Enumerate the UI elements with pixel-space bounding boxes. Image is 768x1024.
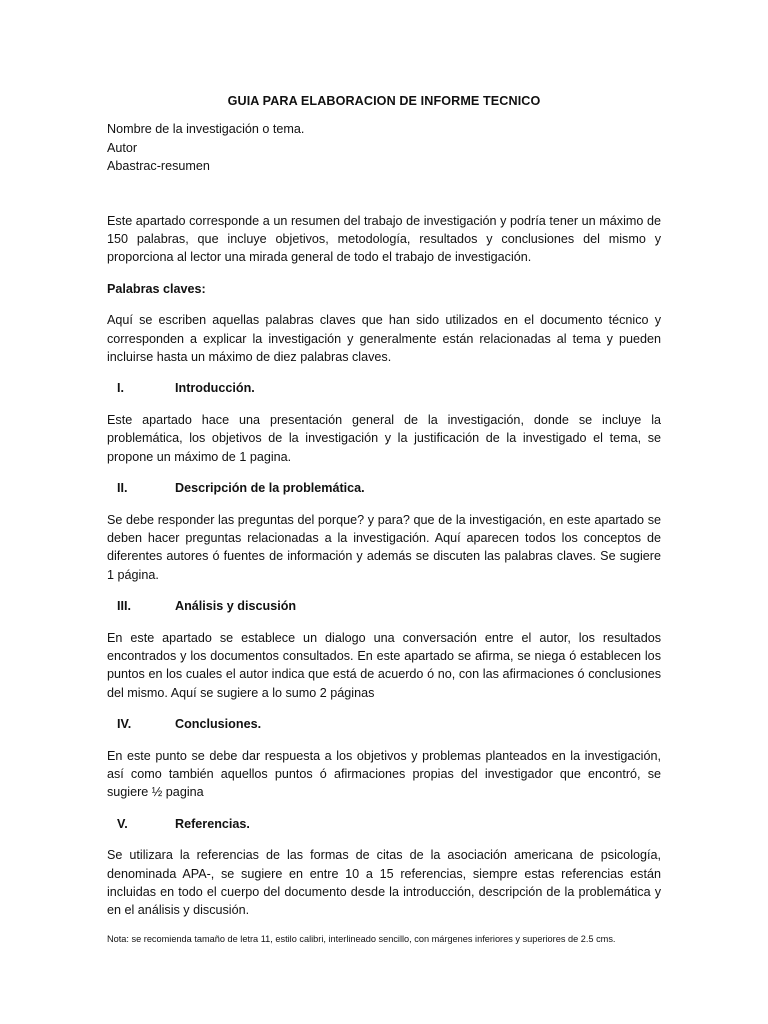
section-body-problem: Se debe responder las preguntas del porque? y para? que de la investigación, en este apartado se deben hacer preguntas relacionadas a la investigación. Aquí aparecen todos los conceptos de diferentes autores ó fuentes de información y además se discuten las palabras claves. Se sugiere 1 página. xyxy=(107,512,661,582)
section-number: III. xyxy=(117,599,131,614)
section-body-introduction: Este apartado hace una presentación general de la investigación, donde se incluye la problemática, los objetivos de la investigación y la justificación de la investigado el tema, se propone un máximo de 1 pagina. xyxy=(107,412,661,464)
section-title: Conclusiones. xyxy=(175,717,262,732)
section-body-references: Se utilizara la referencias de las formas de citas de la asociación americana de psicología, denominada APA-, se sugiere en entre 10 a 15 referencias, siempre estas referencias están incluidas en todo el cuerpo del documento desde la introducción, descripción de la problemática y en el análisis y discusión. xyxy=(107,848,661,918)
abstract-paragraph: Este apartado corresponde a un resumen del trabajo de investigación y podría tener un máximo de 150 palabras, que incluye objetivos, metodología, resultados y conclusiones del mismo y proporciona al lector una mirada general de todo el trabajo de investigación. xyxy=(107,213,661,265)
meta-line-topic: Nombre de la investigación o tema. xyxy=(107,122,305,137)
footnote: Nota: se recomienda tamaño de letra 11, estilo calibri, interlineado sencillo, con márgenes inferiores y superiores de 2.5 cms. xyxy=(107,933,616,944)
section-heading-problem xyxy=(107,479,661,497)
document-content xyxy=(107,92,661,946)
section-body-conclusions: En este punto se debe dar respuesta a los objetivos y problemas planteados en la investigación, así como también aquellos puntos ó afirmaciones propias del investigador que encontró, se sugiere ½ pagina xyxy=(107,748,661,800)
meta-line-abstract: Abastrac-resumen xyxy=(107,159,210,174)
document-meta xyxy=(107,120,661,175)
section-number: II. xyxy=(117,481,128,496)
section-body-analysis: En este apartado se establece un dialogo una conversación entre el autor, los resultados encontrados y los documentos consultados. En este apartado se afirma, se niega ó establecen los puntos en los cuales el autor indica que está de acuerdo ó no, con las afirmaciones ó conclusiones del mismo. Aquí se sugiere a lo sumo 2 páginas xyxy=(107,630,661,700)
section-number: I. xyxy=(117,381,124,396)
section-title: Descripción de la problemática. xyxy=(175,481,365,496)
section-heading-analysis xyxy=(107,597,661,615)
meta-line-author: Autor xyxy=(107,140,138,155)
section-heading-conclusions xyxy=(107,715,661,733)
section-number: V. xyxy=(117,816,128,831)
keywords-heading: Palabras claves: xyxy=(107,281,206,296)
section-number: IV. xyxy=(117,717,132,732)
section-title: Análisis y discusión xyxy=(175,599,297,614)
section-heading-references xyxy=(107,815,661,833)
section-title: Referencias. xyxy=(175,816,250,831)
keywords-paragraph: Aquí se escriben aquellas palabras claves que han sido utilizados en el documento técnico y corresponden a explicar la investigación y generalmente están relacionadas al tema y pueden incluirse hasta un máximo de diez palabras claves. xyxy=(107,313,661,365)
document-title: GUIA PARA ELABORACION DE INFORME TECNICO xyxy=(227,94,541,108)
section-heading-introduction xyxy=(107,379,661,397)
section-title: Introducción. xyxy=(175,381,255,396)
